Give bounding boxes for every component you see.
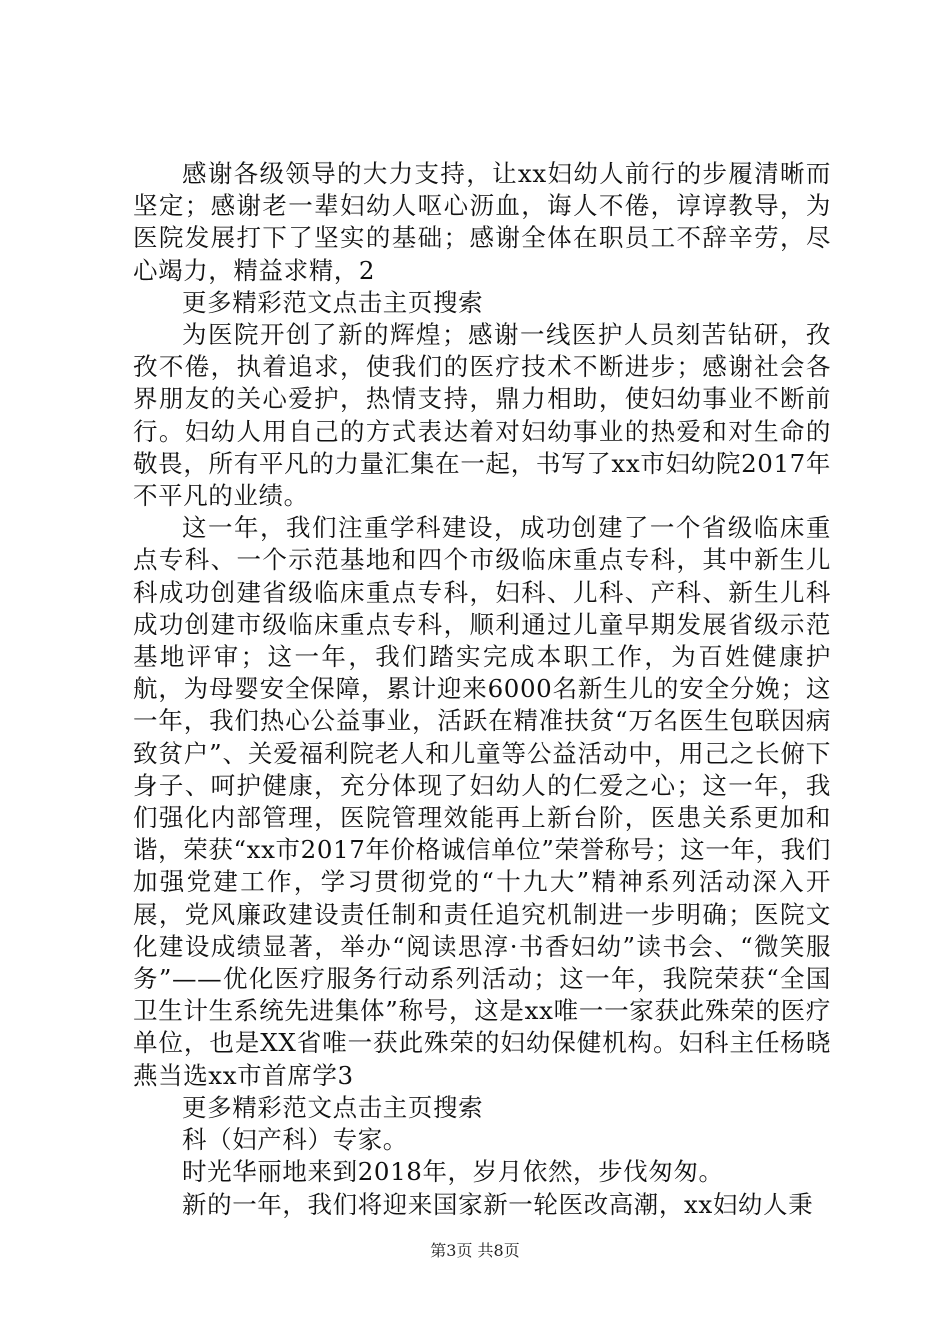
paragraph-hospital-achievements: 为医院开创了新的辉煌；感谢一线医护人员刻苦钻研，孜孜不倦，执着追求，使我们的医疗技术不断进步；感谢社会各界朋友的关心爱护，热情支持，鼎力相助，使妇幼事业不断前行。妇幼人用自己的方式表达着对妇幼事业的热爱和对生命的敬畏，所有平凡的力量汇集在一起，书写了xx市妇幼院2017年不平凡的业绩。 xyxy=(133,320,831,511)
promo-text: 更多精彩范文点击主页搜索 xyxy=(182,287,484,317)
document-body xyxy=(133,158,831,1221)
page-number: 第3页 共8页 xyxy=(430,1241,520,1260)
paragraph-outlook: 新的一年，我们将迎来国家新一轮医改高潮，xx妇幼人秉 xyxy=(182,1189,814,1219)
paragraph-year-review: 这一年，我们注重学科建设，成功创建了一个省级临床重点专科、一个示范基地和四个市级临床重点专科，其中新生儿科成功创建省级临床重点专科，妇科、儿科、产科、新生儿科成功创建市级临床重点专科，顺利通过儿童早期发展省级示范基地评审；这一年，我们踏实完成本职工作，为百姓健康护航，为母婴安全保障，累计迎来6000名新生儿的安全分娩；这一年，我们热心公益事业，活跃在精准扶贫“万名医生包联因病致贫户”、关爱福利院老人和儿童等公益活动中，用己之长俯下身子、呵护健康，充分体现了妇幼人的仁爱之心；这一年，我们强化内部管理，医院管理效能再上新台阶，医患关系更加和谐，荣获“xx市2017年价格诚信单位”荣誉称号；这一年，我们加强党建工作，学习贯彻党的“十九大”精神系列活动深入开展，党风廉政建设责任制和责任追究机制进一步明确；医院文化建设成绩显著，举办“阅读思淳·书香妇幼”读书会、“微笑服务”——优化医疗服务行动系列活动；这一年，我院荣获“全国卫生计生系统先进集体”称号，这是xx唯一一家获此殊荣的医疗单位，也是XX省唯一获此殊荣的妇幼保健机构。妇科主任杨晓燕当选xx市首席学3 xyxy=(133,513,831,1090)
promo-text: 更多精彩范文点击主页搜索 xyxy=(182,1092,484,1122)
paragraph-thanks-leaders: 感谢各级领导的大力支持，让xx妇幼人前行的步履清晰而坚定；感谢老一辈妇幼人呕心沥血，诲人不倦，谆谆教导，为医院发展打下了坚实的基础；感谢全体在职员工不辞辛劳，尽心竭力，精益求精，2 xyxy=(133,159,831,285)
paragraph-new-year: 时光华丽地来到2018年，岁月依然，步伐匆匆。 xyxy=(182,1157,724,1187)
paragraph-expert-title: 科（妇产科）专家。 xyxy=(182,1125,408,1155)
